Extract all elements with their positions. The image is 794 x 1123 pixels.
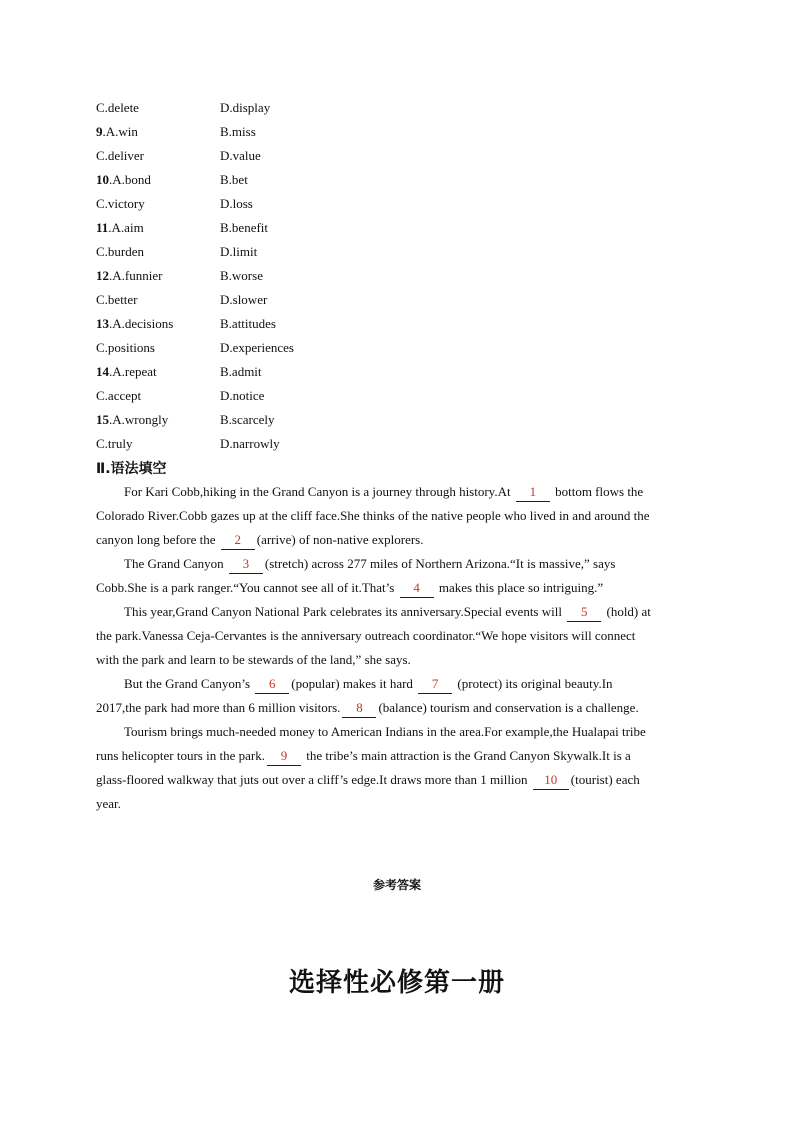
question-number: 10 (96, 172, 109, 187)
option-a (96, 216, 144, 240)
text: Cobb.She is a park ranger.“You cannot see all of it.That’s (96, 580, 398, 595)
text: For Kari Cobb,hiking in the Grand Canyon is a journey through history.At (124, 484, 514, 499)
question-number: 15 (96, 412, 109, 427)
option-a-text: .A.decisions (109, 316, 174, 331)
text: makes this place so intriguing.” (435, 580, 604, 595)
paragraph-1 (96, 480, 696, 552)
question-number: 13 (96, 316, 109, 331)
option-b-text: B.worse (220, 268, 263, 283)
option-a-text: .A.funnier (109, 268, 163, 283)
option-a (96, 264, 162, 288)
option-b-text: B.attitudes (220, 316, 276, 331)
text: (hold) at (603, 604, 651, 619)
option-b-text: D.slower (220, 292, 268, 307)
option-b-text: B.miss (220, 124, 256, 139)
option-b-text: D.value (220, 148, 261, 163)
option-a-text: C.deliver (96, 148, 145, 163)
question-number: 11 (96, 220, 109, 235)
blank-5[interactable]: 5 (567, 603, 601, 622)
option-b-text: D.notice (220, 388, 265, 403)
text: But the Grand Canyon’s (124, 676, 254, 691)
blank-10[interactable]: 10 (533, 771, 569, 790)
paragraph-3 (96, 600, 696, 672)
option-a-text: C.delete (96, 100, 139, 115)
option-a-text: C.positions (96, 340, 155, 355)
text: (arrive) of non-native explorers. (256, 532, 424, 547)
option-a-text: C.victory (96, 196, 145, 211)
option-b-text: D.experiences (220, 340, 294, 355)
paragraph-2 (96, 552, 696, 600)
blank-8[interactable]: 8 (342, 699, 376, 718)
option-b-text: B.benefit (220, 220, 269, 235)
blank-1[interactable]: 1 (516, 483, 550, 502)
option-a (96, 240, 144, 264)
option-a-text: .A.win (102, 124, 138, 139)
answer-title: 参考答案 (372, 878, 421, 892)
option-a-text: C.truly (96, 436, 133, 451)
blank-6[interactable]: 6 (255, 675, 289, 694)
text: (popular) makes it hard (291, 676, 417, 691)
option-a-text: .A.wrongly (109, 412, 169, 427)
option-a (96, 96, 139, 120)
option-a-text: C.burden (96, 244, 145, 259)
text: bottom flows the (551, 484, 644, 499)
text: 2017,the park had more than 6 million visitors. (96, 700, 341, 715)
text: (tourist) each (570, 772, 640, 787)
text: Colorado River.Cobb gazes up at the cliff face.She thinks of the native people who lived in and around the (96, 508, 650, 523)
question-number: 12 (96, 268, 109, 283)
text: (stretch) across 277 miles of Northern Arizona.“It is massive,” says (264, 556, 616, 571)
option-b-text: D.display (220, 100, 271, 115)
option-a-text: C.accept (96, 388, 142, 403)
option-b-text: D.loss (220, 196, 253, 211)
option-a (96, 312, 173, 336)
paragraph-5 (96, 720, 696, 816)
text: glass-floored walkway that juts out over a cliff’s edge.It draws more than 1 million (96, 772, 531, 787)
text: (balance) tourism and conservation is a challenge. (378, 700, 639, 715)
option-a (96, 384, 141, 408)
option-a (96, 432, 132, 456)
option-a (96, 408, 168, 432)
option-a (96, 120, 138, 144)
text: runs helicopter tours in the park. (96, 748, 265, 763)
option-a-text: .A.aim (108, 220, 144, 235)
question-number: 14 (96, 364, 109, 379)
blank-3[interactable]: 3 (229, 555, 263, 574)
blank-2[interactable]: 2 (221, 531, 255, 550)
option-a (96, 288, 138, 312)
option-a-text: .A.repeat (109, 364, 157, 379)
option-b-text: D.narrowly (220, 436, 280, 451)
option-a-text: .A.bond (109, 172, 151, 187)
text: canyon long before the (96, 532, 219, 547)
option-a (96, 360, 157, 384)
option-b-text: D.limit (220, 244, 258, 259)
option-a (96, 336, 155, 360)
option-b-text: B.bet (220, 172, 248, 187)
book-title: 选择性必修第一册 (288, 968, 505, 998)
paragraph-4 (96, 672, 696, 720)
option-a-text: C.better (96, 292, 138, 307)
text: the tribe’s main attraction is the Grand Canyon Skywalk.It is a (302, 748, 631, 763)
text: year. (96, 796, 121, 811)
blank-4[interactable]: 4 (400, 579, 434, 598)
blank-9[interactable]: 9 (267, 747, 301, 766)
option-a (96, 168, 151, 192)
text: (protect) its original beauty.In (454, 676, 613, 691)
text: The Grand Canyon (124, 556, 227, 571)
option-b-text: B.admit (220, 364, 262, 379)
text: This year,Grand Canyon National Park celebrates its anniversary.Special events will (124, 604, 566, 619)
text: the park.Vanessa Ceja-Cervantes is the anniversary outreach coordinator.“We hope visitors will connect (96, 628, 636, 643)
option-a (96, 144, 144, 168)
text: with the park and learn to be stewards of the land,” she says. (96, 652, 411, 667)
text: Tourism brings much-needed money to American Indians in the area.For example,the Hualapai tribe (124, 724, 646, 739)
option-a (96, 192, 145, 216)
blank-7[interactable]: 7 (418, 675, 452, 694)
section-title: Ⅱ.语法填空 (96, 461, 167, 477)
question-number: 9 (96, 124, 103, 139)
option-b-text: B.scarcely (220, 412, 275, 427)
